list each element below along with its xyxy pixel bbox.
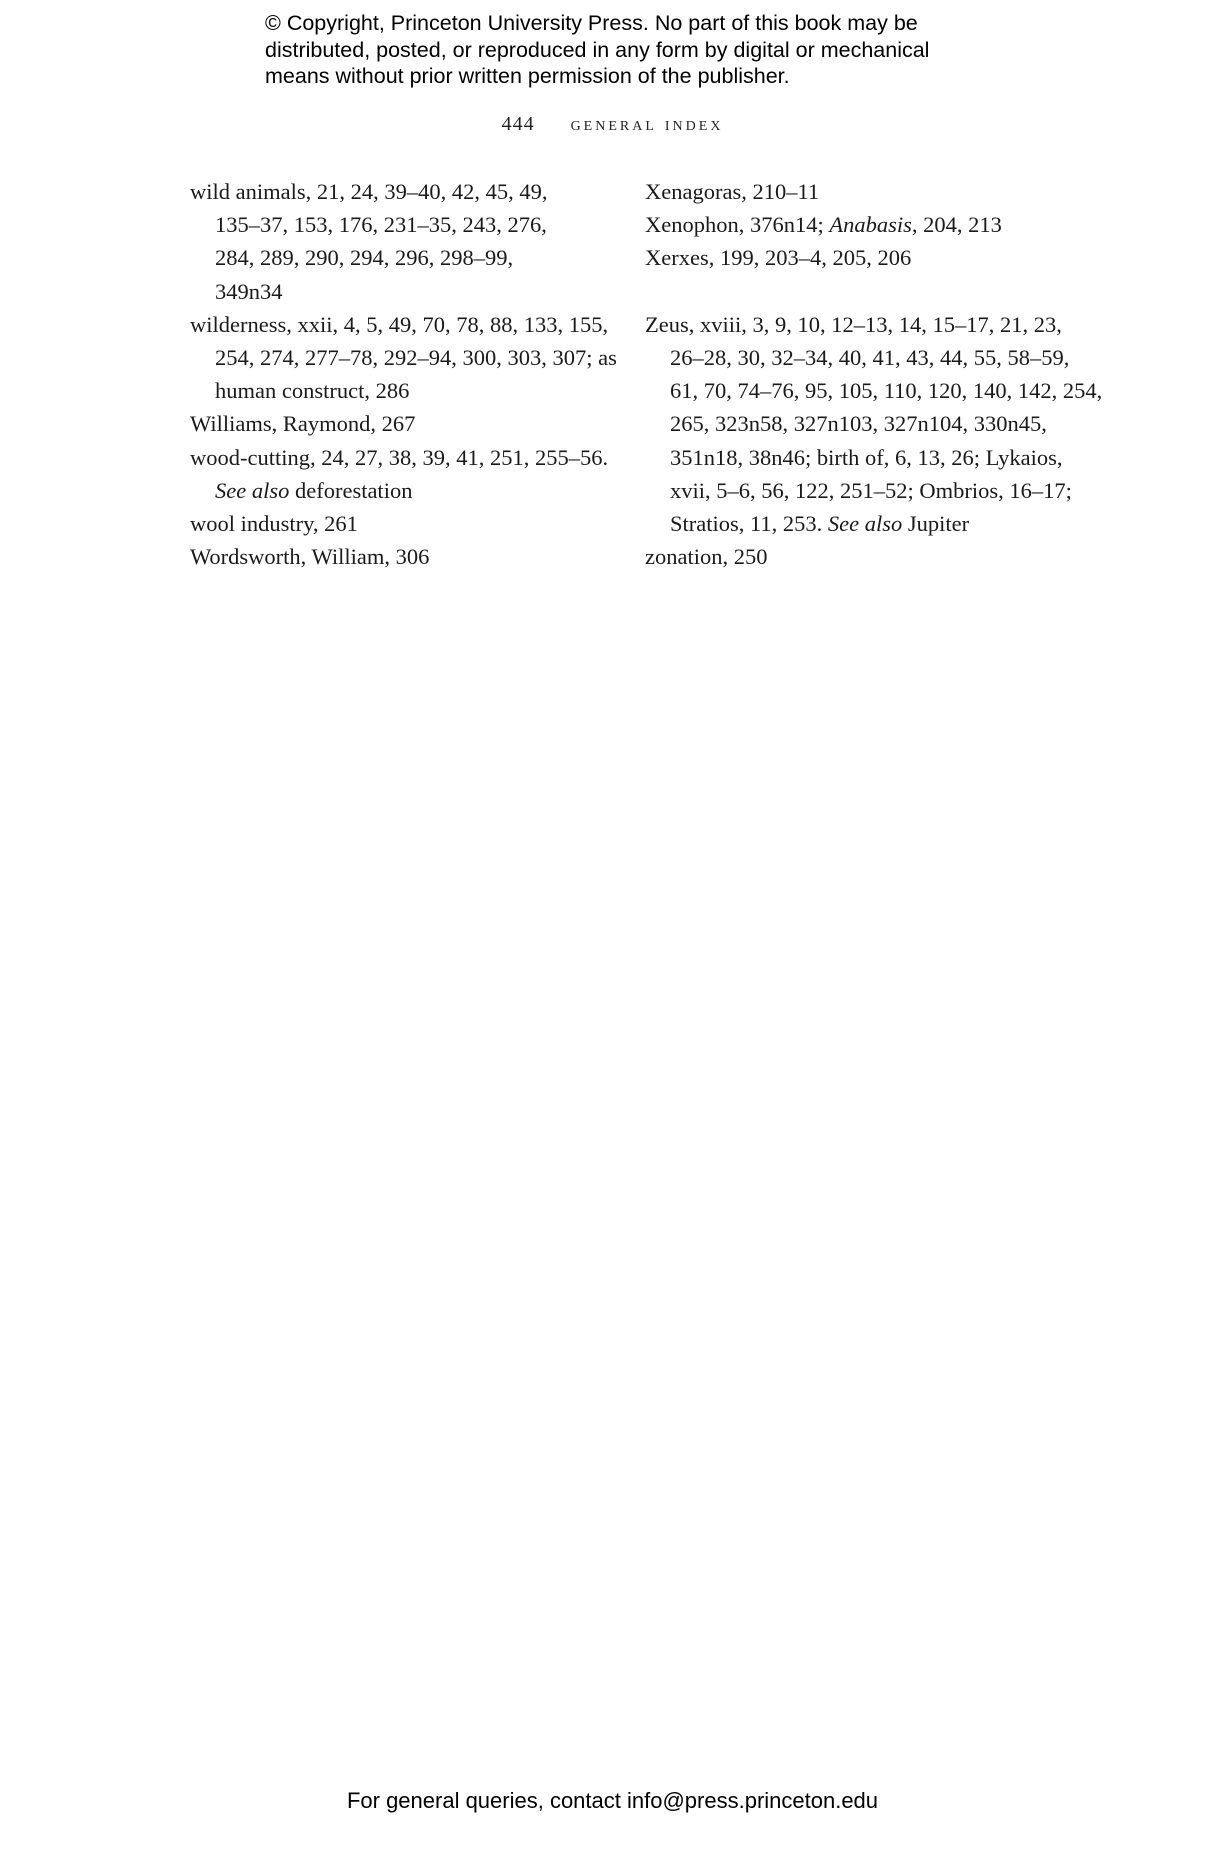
entry-line: xvii, 5–6, 56, 122, 251–52; Ombrios, 16–17; [670,477,1072,503]
letter-group-gap [645,275,1065,308]
index-entry-wood-cutting [190,441,610,507]
entry-line: Zeus, xviii, 3, 9, 10, 12–13, 14, 15–17, 21, 23, [645,311,1062,337]
index-column-left [190,175,617,573]
entry-line: Xerxes, 199, 203–4, 205, 206 [645,245,912,271]
index-column-right [645,175,1103,573]
entry-line: 254, 274, 277–78, 292–94, 300, 303, 307; as [215,345,617,371]
index-entry-wordsworth [190,540,610,573]
index-entry-wilderness [190,308,617,408]
entry-line [190,474,610,507]
entry-line: Williams, Raymond, 267 [190,411,416,437]
index-entry-zonation [645,540,1065,573]
entry-line: human construct, 286 [215,378,410,404]
section-title: general index [570,113,724,135]
entry-text: Stratios, 11, 253. [670,511,828,537]
index-entry-williams [190,407,610,440]
entry-line: wood-cutting, 24, 27, 38, 39, 41, 251, 255–56. [190,444,609,470]
index-entry-xerxes [645,241,1065,274]
entry-line: 351n18, 38n46; birth of, 6, 13, 26; Lykaios, [670,444,1063,470]
see-also-label: See also [827,511,903,537]
running-head [0,113,1225,136]
work-title: Anabasis [829,212,912,238]
entry-line [645,208,1065,241]
index-entry-xenophon [645,208,1065,241]
index-entry-xenagoras [645,175,1065,208]
entry-line [645,507,1065,540]
cross-reference: Jupiter [902,511,970,537]
index-entry-wool-industry [190,507,610,540]
entry-line: Wordsworth, William, 306 [190,544,430,570]
entry-line: 61, 70, 74–76, 95, 105, 110, 120, 140, 142, 254, [670,378,1103,404]
entry-text: , 204, 213 [911,212,1002,238]
cross-reference: deforestation [289,477,413,503]
entry-line: wool industry, 261 [190,511,358,537]
entry-line: zonation, 250 [645,544,768,570]
copyright-notice [265,10,1025,90]
entry-line: 284, 289, 290, 294, 296, 298–99, [215,245,514,271]
index-entry-zeus [645,308,1103,540]
copyright-line: distributed, posted, or reproduced in any form by digital or mechanical [265,37,930,62]
footer-contact: For general queries, contact info@press.princeton.edu [346,1788,879,1813]
entry-line: 265, 323n58, 327n103, 327n104, 330n45, [670,411,1047,437]
entry-line: 26–28, 30, 32–34, 40, 41, 43, 44, 55, 58–59, [670,345,1070,370]
copyright-line: means without prior written permission of the publisher. [265,64,790,88]
see-also-label: See also [215,477,290,503]
index-entry-wild-animals [190,175,610,308]
entry-line: wild animals, 21, 24, 39–40, 42, 45, 49, [190,179,548,204]
entry-text: Xenophon, 376n14; [645,212,830,238]
entry-line: wilderness, xxii, 4, 5, 49, 70, 78, 88, 133, 155, [190,311,609,337]
entry-line: 135–37, 153, 176, 231–35, 243, 276, [215,212,547,238]
entry-line: Xenagoras, 210–11 [645,179,820,204]
copyright-line: © Copyright, Princeton University Press. No part of this book may be [265,11,918,35]
entry-line: 349n34 [215,278,283,304]
page-number: 444 [501,113,535,135]
